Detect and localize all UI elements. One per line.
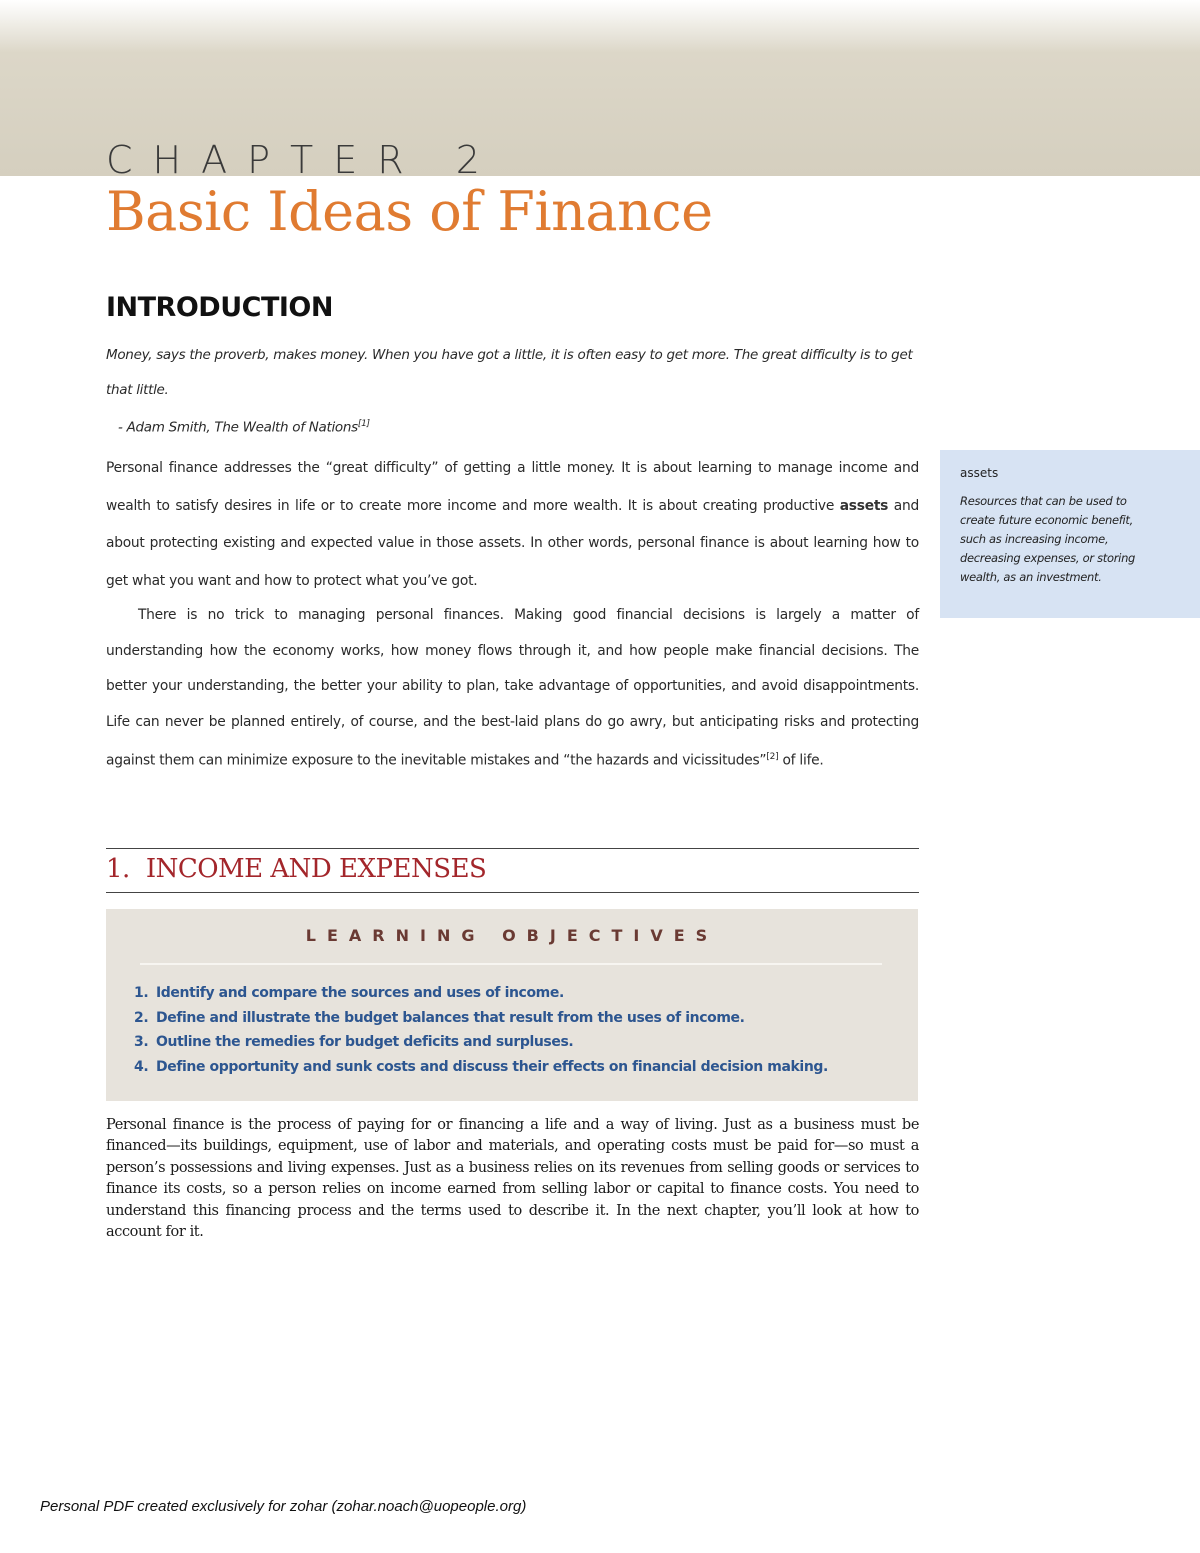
epigraph-attribution [118, 409, 370, 443]
section-title: INCOME AND EXPENSES [145, 854, 487, 884]
intro-paragraph-1 [106, 450, 919, 600]
paragraph-text: of life. [778, 752, 824, 769]
footnote-ref-2[interactable]: [2] [766, 752, 779, 762]
list-item [134, 1006, 828, 1031]
footnote-ref-1[interactable]: [1] [357, 419, 370, 429]
keyterm-assets[interactable]: assets [839, 497, 889, 514]
paragraph-text: Personal finance addresses the “great difficulty” of getting a little money. It is about learning to manage income and wealth to satisfy desires in life or to create more income and more wealth. It is about creating productive [106, 460, 919, 514]
section-rule-bottom [106, 892, 919, 893]
item-number: 3. [134, 1034, 149, 1050]
section-body-paragraph: Personal finance is the process of paying for or financing a life and a way of living. Just as a business must be financed—its buildings, equipment, use of labor and materials, and operating costs must be paid for—so must a person’s possessions and living expenses. Just as a business relies on its revenues from selling goods or services to finance its costs, so a person relies on income earned from selling labor or capital to finance costs. You need to understand this financing process and the terms used to describe it. In the next chapter, you’ll look at how to account for it. [106, 1117, 919, 1241]
section-rule-top [106, 848, 919, 849]
item-text: Outline the remedies for budget deficits and surpluses. [156, 1034, 574, 1050]
list-item [134, 1030, 828, 1055]
item-number: 4. [134, 1058, 149, 1075]
chapter-title: Basic Ideas of Finance [106, 180, 713, 243]
paragraph-text: and about protecting existing and expected value in those assets. In other words, personal finance is about learning how to get what you want and how to protect what you’ve got. [106, 497, 919, 589]
learning-objectives-list [134, 981, 828, 1079]
glossary-definition: Resources that can be used to create future economic benefit, such as increasing income, decreasing expenses, or storing wealth, as an investment. [960, 494, 1136, 584]
item-number: 2. [134, 1009, 149, 1026]
learning-objectives-box [106, 909, 918, 1101]
glossary-sidebar [940, 450, 1200, 618]
learning-objectives-title: LEARNING OBJECTIVES [305, 926, 719, 945]
learning-objectives-divider [140, 963, 882, 965]
chapter-label: CHAPTER 2 [106, 138, 500, 182]
item-text: Identify and compare the sources and uses of income. [156, 985, 564, 1001]
list-item [134, 1055, 828, 1080]
epigraph-quote: Money, says the proverb, makes money. When you have got a little, it is often easy to get more. The great difficulty is to get that little. [106, 347, 913, 398]
list-item [134, 981, 828, 1006]
glossary-term: assets [960, 466, 999, 480]
item-number: 1. [134, 985, 149, 1001]
paragraph-text: There is no trick to managing personal finances. Making good financial decisions is largely a matter of understanding how the economy works, how money flows through it, and how people make financial decisions. The better your understanding, the better your ability to plan, take advantage of opportunities, and avoid disappointments. Life can never be planned entirely, of course, and the best-laid plans do go awry, but anticipating risks and protecting against them can minimize exposure to the inevitable mistakes and “the hazards and vicissitudes” [106, 607, 919, 769]
item-text: Define and illustrate the budget balances that result from the uses of income. [156, 1009, 745, 1026]
attribution-text: - Adam Smith, The Wealth of Nations [118, 419, 358, 436]
section-number: 1. [106, 854, 130, 884]
item-text: Define opportunity and sunk costs and discuss their effects on financial decision making. [156, 1058, 828, 1075]
section-heading [106, 854, 486, 884]
pdf-footer: Personal PDF created exclusively for zohar (zohar.noach@uopeople.org) [40, 1498, 527, 1515]
intro-paragraph-2 [106, 598, 919, 779]
introduction-heading: INTRODUCTION [106, 292, 333, 323]
